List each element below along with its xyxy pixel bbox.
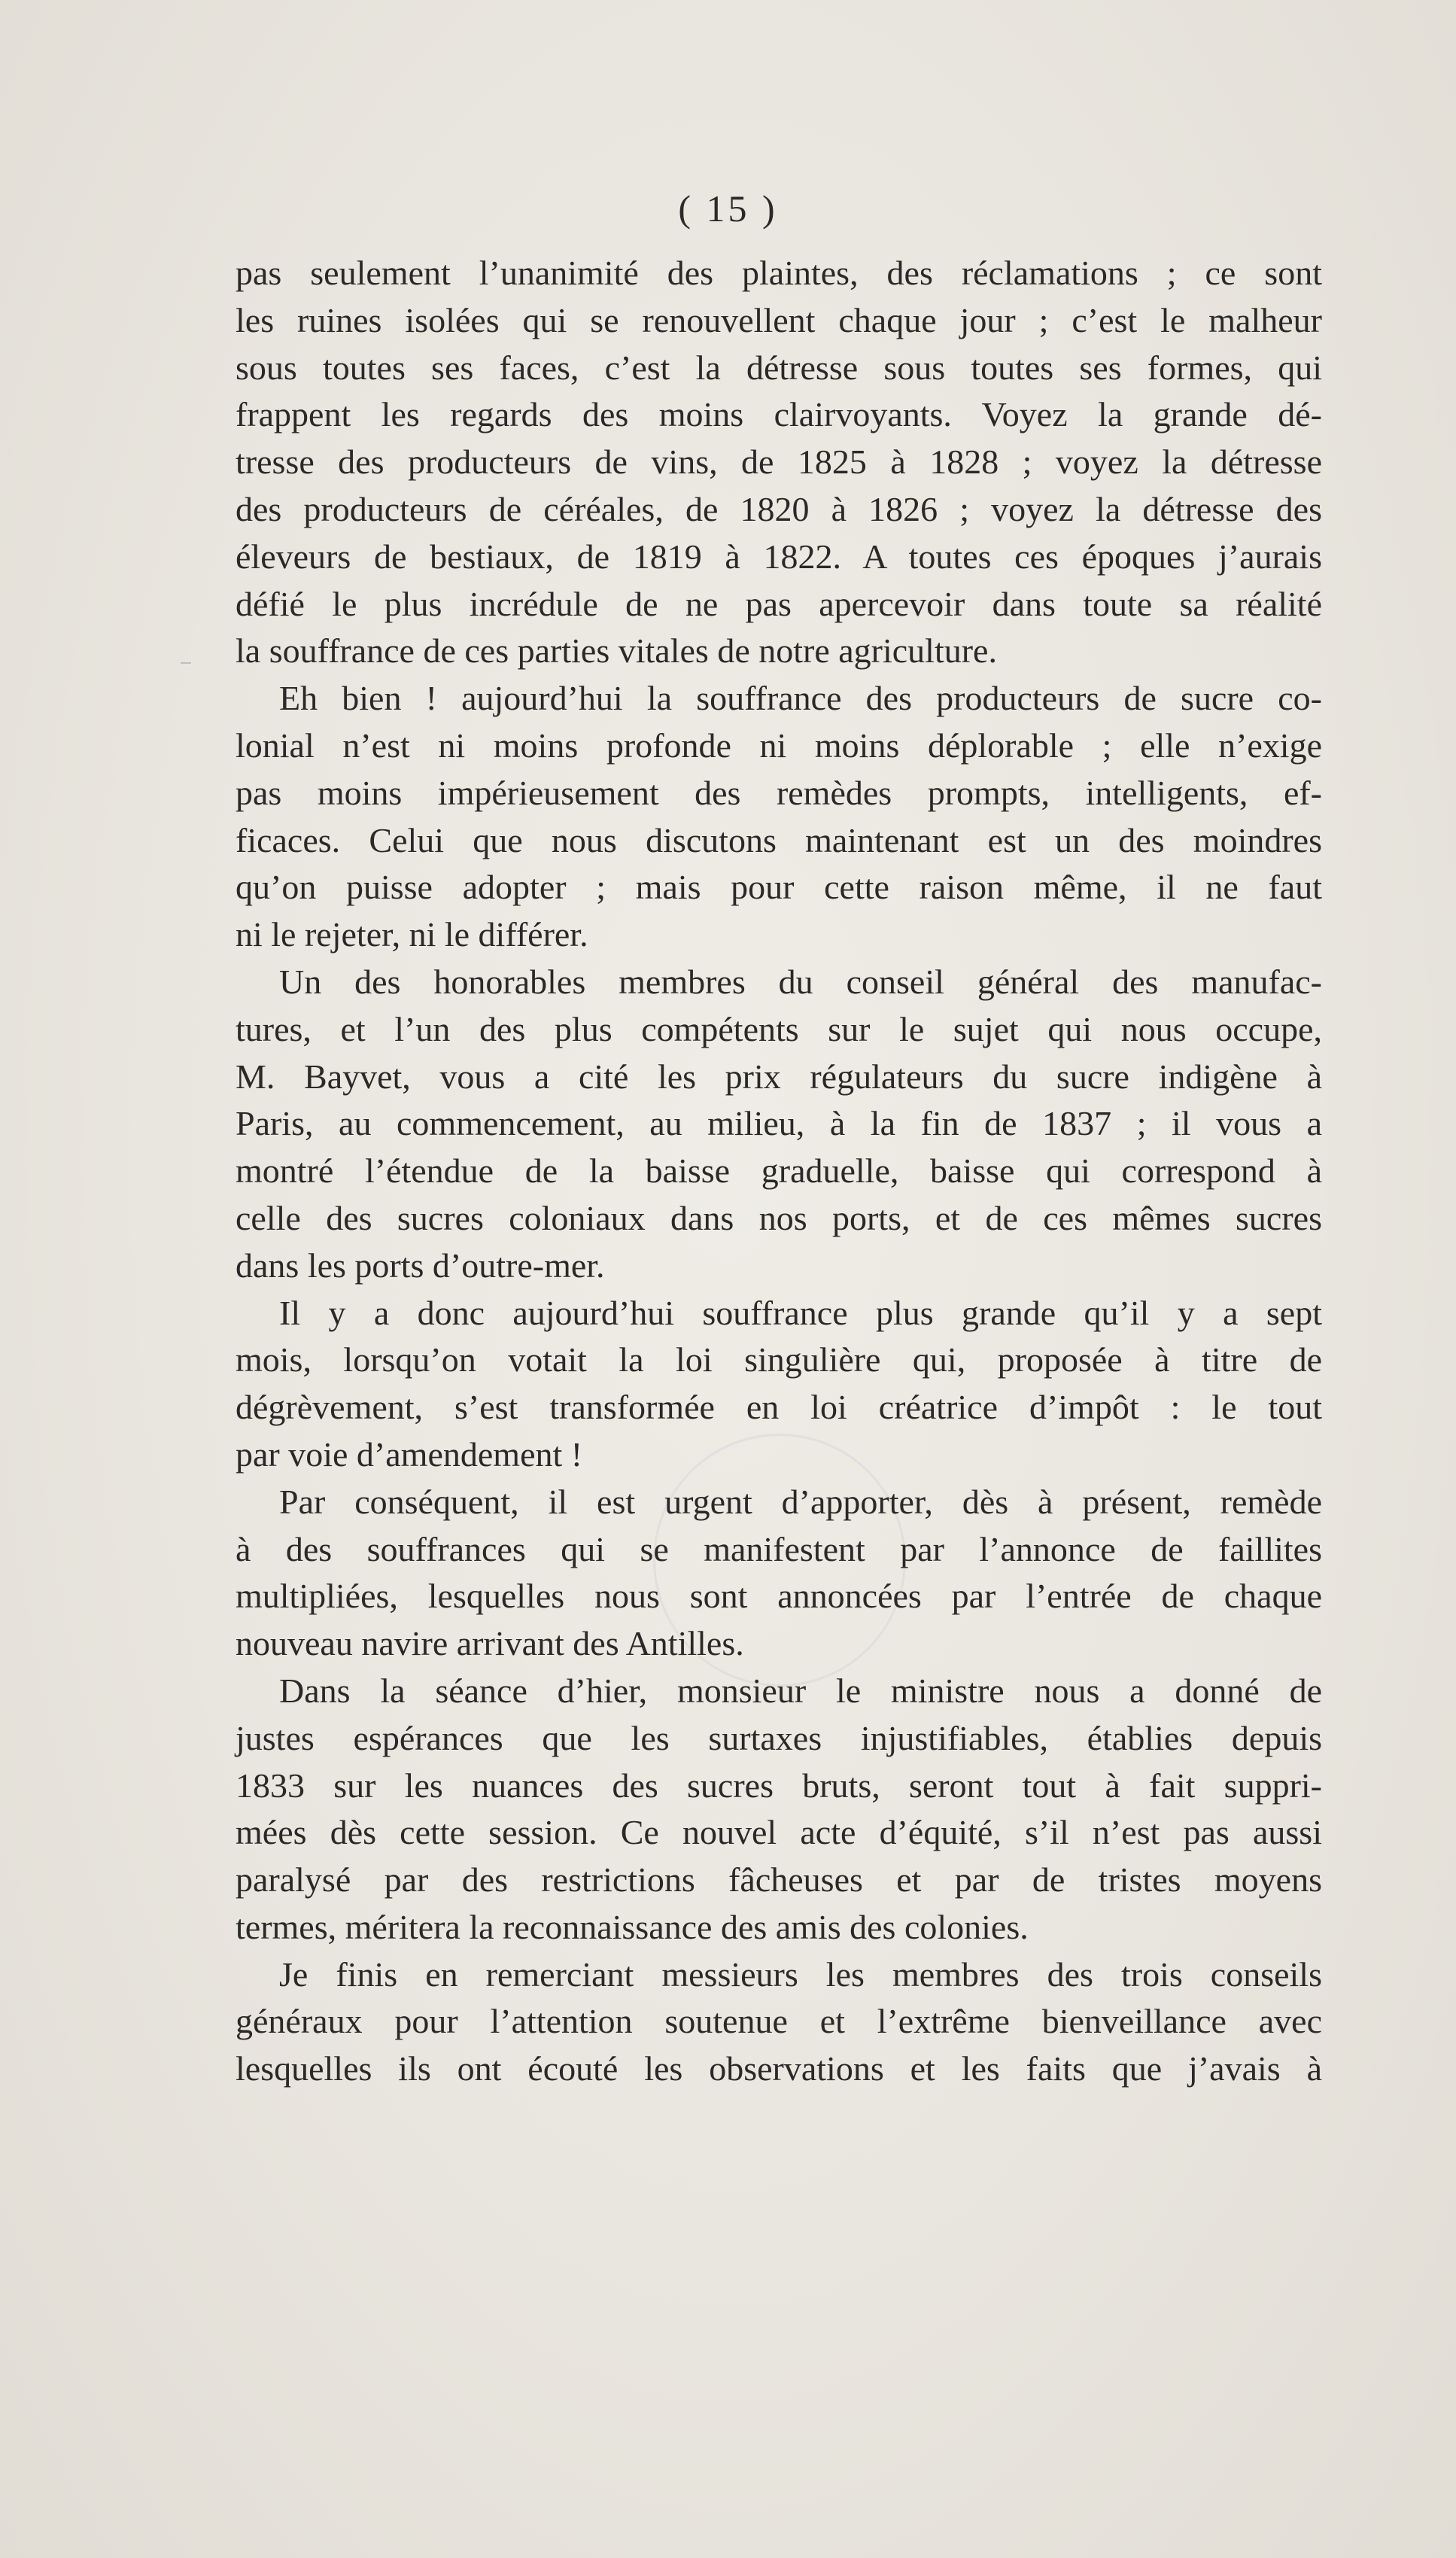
text-line: généraux pour l’attention soutenue et l’extrême bienveillance avec — [236, 2002, 1322, 2041]
text-line: Paris, au commencement, au milieu, à la fin de 1837 ; il vous a — [236, 1104, 1322, 1143]
text-line: sous toutes ses faces, c’est la détresse sous toutes ses formes, qui — [236, 348, 1322, 387]
text-line: qu’on puisse adopter ; mais pour cette raison même, il ne faut — [236, 868, 1322, 907]
text-line: Il y a donc aujourd’hui souffrance plus grande qu’il y a sept — [279, 1293, 1322, 1332]
page-number: ( 15 ) — [678, 187, 778, 230]
paragraph — [236, 1951, 1322, 2093]
text-line: les ruines isolées qui se renouvellent chaque jour ; c’est le malheur — [236, 300, 1322, 339]
text-line: mois, lorsqu’on votait la loi singulière qui, proposée à titre de — [236, 1340, 1322, 1379]
text-line: ficaces. Celui que nous discutons maintenant est un des moindres — [236, 820, 1322, 859]
text-line: lesquelles ils ont écouté les observations et les faits que j’avais à — [236, 2049, 1322, 2088]
paragraph — [236, 675, 1322, 959]
paragraph — [236, 1479, 1322, 1668]
text-line: pas seulement l’unanimité des plaintes, des réclamations ; ce sont — [236, 254, 1322, 292]
text-line: celle des sucres coloniaux dans nos ports, et de ces mêmes sucres — [236, 1198, 1322, 1237]
text-line: 1833 sur les nuances des sucres bruts, seront tout à fait suppri- — [236, 1766, 1322, 1805]
body-text — [236, 250, 1322, 2093]
text-line: justes espérances que les surtaxes injustifiables, établies depuis — [236, 1718, 1322, 1757]
text-line: Eh bien ! aujourd’hui la souffrance des producteurs de sucre co- — [279, 679, 1322, 718]
text-line: la souffrance de ces parties vitales de notre agriculture. — [236, 631, 997, 671]
text-line: éleveurs de bestiaux, de 1819 à 1822. A toutes ces époques j’aurais — [236, 537, 1322, 576]
text-line: dans les ports d’outre-mer. — [236, 1246, 605, 1285]
text-line: mées dès cette session. Ce nouvel acte d’équité, s’il n’est pas aussi — [236, 1813, 1322, 1852]
margin-mark — [181, 662, 191, 664]
text-line: lonial n’est ni moins profonde ni moins déplorable ; elle n’exige — [236, 725, 1322, 765]
text-line: Dans la séance d’hier, monsieur le ministre nous a donné de — [279, 1671, 1322, 1710]
paragraph — [236, 1290, 1322, 1479]
text-line: tresse des producteurs de vins, de 1825 à 1828 ; voyez la détresse — [236, 443, 1322, 482]
text-line: Un des honorables membres du conseil général des manufac- — [279, 962, 1322, 1001]
text-line: des producteurs de céréales, de 1820 à 1826 ; voyez la détresse des — [236, 489, 1322, 528]
text-line: montré l’étendue de la baisse graduelle, baisse qui correspond à — [236, 1151, 1322, 1191]
paragraph — [236, 250, 1322, 675]
text-line: nouveau navire arrivant des Antilles. — [236, 1624, 744, 1663]
paragraph — [236, 1668, 1322, 1951]
text-line: par voie d’amendement ! — [236, 1434, 583, 1474]
paragraph — [236, 959, 1322, 1290]
text-line: paralysé par des restrictions fâcheuses et par de tristes moyens — [236, 1860, 1322, 1899]
text-line: dégrèvement, s’est transformée en loi créatrice d’impôt : le tout — [236, 1388, 1322, 1427]
text-line: frappent les regards des moins clairvoyants. Voyez la grande dé- — [236, 395, 1322, 434]
text-line: ni le rejeter, ni le différer. — [236, 915, 588, 954]
text-line: pas moins impérieusement des remèdes prompts, intelligents, ef- — [236, 773, 1322, 812]
text-line: Par conséquent, il est urgent d’apporter, dès à présent, remède — [279, 1482, 1322, 1521]
text-line: multipliées, lesquelles nous sont annoncées par l’entrée de chaque — [236, 1577, 1322, 1616]
text-line: à des souffrances qui se manifestent par l’annonce de faillites — [236, 1529, 1322, 1568]
text-line: Je finis en remerciant messieurs les membres des trois conseils — [279, 1954, 1322, 1994]
text-line: M. Bayvet, vous a cité les prix régulateurs du sucre indigène à — [236, 1057, 1322, 1096]
text-line: termes, méritera la reconnaissance des amis des colonies. — [236, 1907, 1029, 1946]
text-line: défié le plus incrédule de ne pas apercevoir dans toute sa réalité — [236, 584, 1322, 623]
text-line: tures, et l’un des plus compétents sur le sujet qui nous occupe, — [236, 1009, 1322, 1048]
